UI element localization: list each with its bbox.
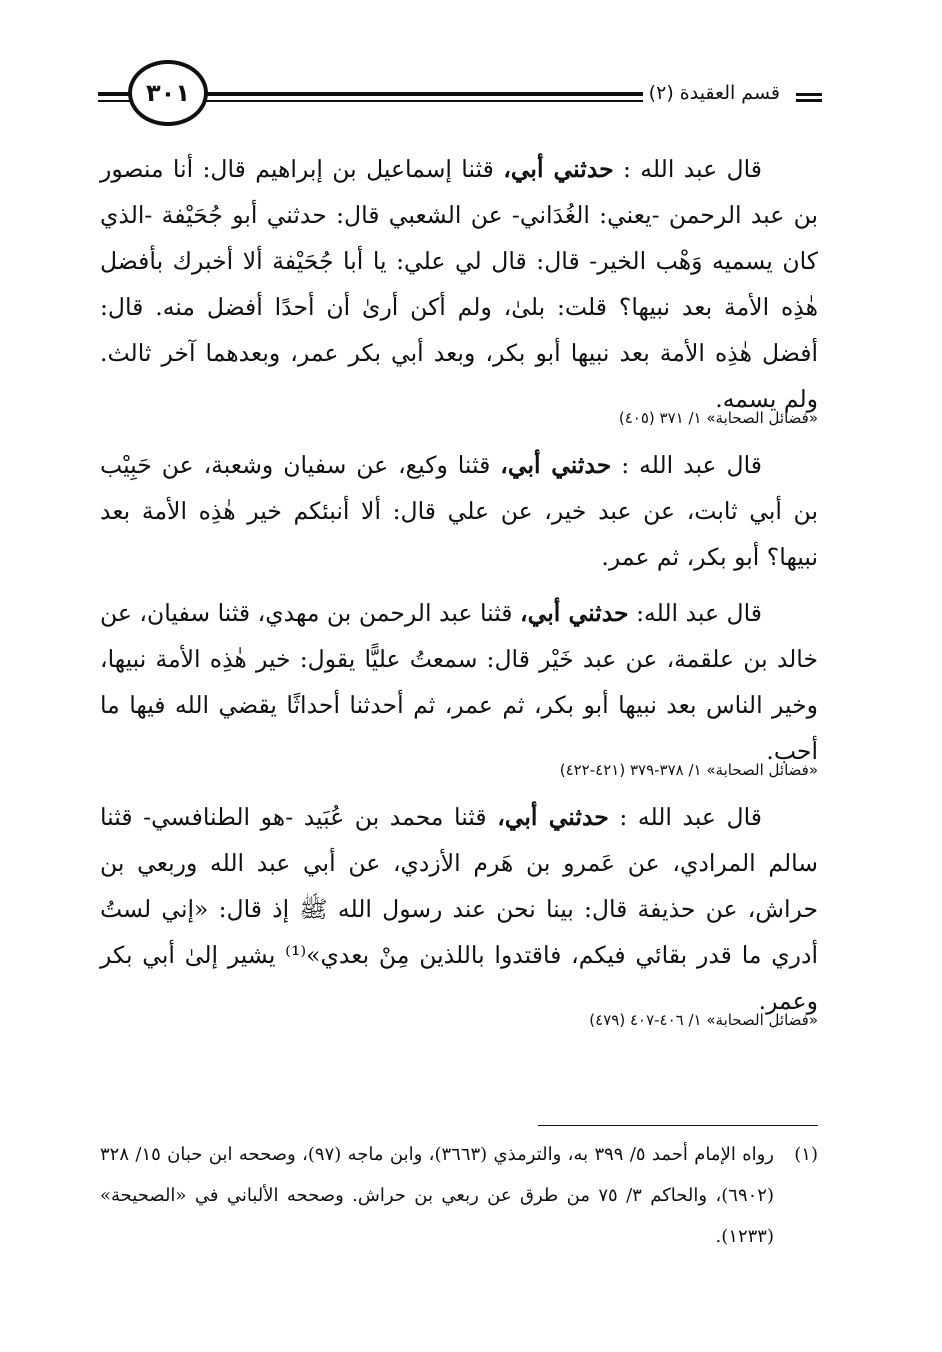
page-number: ٣٠١	[146, 79, 190, 107]
narrator-bold: حدثني أبي،	[503, 155, 614, 183]
narrator-bold: حدثني أبي،	[497, 803, 609, 831]
footnote-marker: (١)	[794, 1144, 818, 1165]
header-ornament	[796, 93, 822, 105]
hadith-paragraph: قال عبد الله: حدثني أبي، قثنا عبد الرحمن بن مهدي، قثنا سفيان، عن خالد بن علقمة، عن عبد خَيْر قال: سمعتُ عليًّا يقول: خير هٰذِه الأمة نبيها، وخير الناس بعد نبيها أبو بكر، ثم عمر، ثم أحدثنا أحداثًا يقضي الله فيها ما أحب.	[100, 599, 818, 765]
source-citation: «فضائل الصحابة» ١/ ٣٧٨-٣٧٩ (٤٢١-٤٢٢)	[559, 761, 818, 779]
narrator-bold: حدثني أبي،	[520, 599, 629, 627]
page-header	[98, 60, 822, 130]
footnote-text: رواه الإمام أحمد ٥/ ٣٩٩ به، والترمذي (٣٦٦٣)، وابن ماجه (٩٧)، وصححه ابن حبان ١٥/ ٣٢٨ (٦٩٠٢)، والحاكم ٣/ ٧٥ من طرق عن ربعي بن حراش. وصححه الألباني في «الصحيحة» (١٢٣٣).	[100, 1144, 775, 1247]
narrator-bold: حدثني أبي،	[500, 451, 612, 479]
section-title: قسم العقيدة (٢)	[643, 82, 786, 104]
hadith-paragraph: قال عبد الله : حدثني أبي، قثنا محمد بن عُبَيد -هو الطنافسي- قثنا سالم المرادي، عن عَمرو بن هَرم الأزدي، عن أبي عبد الله وربعي بن حراش، عن حذيفة قال: بينا نحن عند رسول الله ﷺ إذ قال: «إني لستُ أدري ما قدر بقائي فيكم، فاقتدوا باللذين مِنْ بعدي»⁽¹⁾ يشير إلىٰ أبي بكر وعمر.	[100, 803, 818, 1015]
hadith-paragraph: قال عبد الله : حدثني أبي، قثنا وكيع، عن سفيان وشعبة، عن حَبِيْب بن أبي ثابت، عن عبد خير، عن علي قال: ألا أنبئكم خير هٰذِه الأمة بعد نبيها؟ أبو بكر، ثم عمر.	[100, 451, 818, 571]
source-citation: «فضائل الصحابة» ١/ ٤٠٦-٤٠٧ (٤٧٩)	[589, 1011, 818, 1029]
paragraph-gap	[100, 580, 818, 590]
footnote-separator	[538, 1125, 818, 1126]
source-citation: «فضائل الصحابة» ١/ ٣٧١ (٤٠٥)	[618, 409, 818, 427]
main-text	[100, 146, 818, 1044]
footnote	[100, 1134, 818, 1257]
footnotes	[100, 1134, 818, 1257]
hadith-paragraph: قال عبد الله : حدثني أبي، قثنا إسماعيل بن إبراهيم قال: أنا منصور بن عبد الرحمن -يعني: الغُدَاني- عن الشعبي قال: حدثني أبو جُحَيْفة -الذي كان يسميه وَهْب الخير- قال: قال لي علي: يا أبا جُحَيْفة ألا أخبرك بأفضل هٰذِه الأمة بعد نبيها؟ قلت: بلىٰ، ولم أكن أرىٰ أن أحدًا أفضل منه. قال: أفضل هٰذِه الأمة بعد نبيها أبو بكر، وبعد أبي بكر عمر، وبعدهما آخر ثالث. ولم يسمه.	[100, 155, 818, 413]
